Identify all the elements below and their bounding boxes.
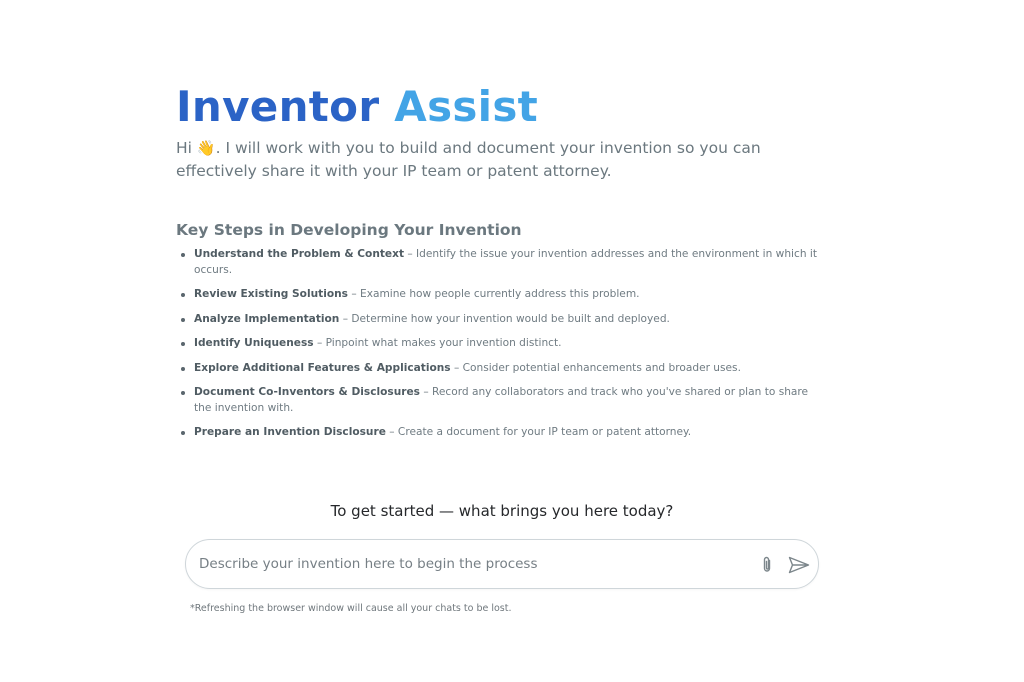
step-title: Understand the Problem & Context — [194, 248, 405, 260]
title-word-assist: Assist — [394, 82, 539, 131]
step-title: Document Co-Inventors & Disclosures — [194, 386, 420, 398]
page-title — [176, 82, 538, 132]
list-item — [178, 336, 828, 352]
intro-body: . I will work with you to build and document your invention so you can effectively share it with your IP team or patent attorney. — [176, 139, 761, 180]
step-desc: – Examine how people currently address this problem. — [347, 288, 640, 300]
step-desc: – Determine how your invention would be built and deployed. — [339, 312, 670, 325]
intro-greeting: Hi — [176, 139, 192, 157]
intro-text — [176, 137, 776, 183]
step-title: Identify Uniqueness — [194, 337, 314, 349]
refresh-warning-note: *Refreshing the browser window will cause all your chats to be lost. — [190, 603, 512, 614]
send-button[interactable] — [787, 554, 811, 576]
send-icon — [788, 556, 810, 574]
paperclip-icon — [761, 556, 773, 574]
list-item — [178, 287, 828, 303]
list-item — [178, 385, 828, 416]
invention-description-input[interactable] — [199, 552, 739, 576]
list-item — [178, 425, 828, 441]
steps-heading: Key Steps in Developing Your Invention — [176, 221, 522, 239]
title-word-inventor: Inventor — [176, 82, 380, 131]
step-title: Review Existing Solutions — [194, 288, 348, 300]
step-desc: – Record any collaborators and track who you've shared or plan to share the invention with. — [194, 386, 809, 414]
step-desc: – Consider potential enhancements and broader uses. — [450, 361, 741, 374]
wave-emoji-icon: 👋 — [196, 139, 216, 157]
step-desc: – Create a document for your IP team or patent attorney. — [385, 426, 692, 438]
start-question: To get started — what brings you here today? — [330, 502, 674, 520]
step-desc: – Identify the issue your invention addresses and the environment in which it occurs. — [194, 248, 818, 276]
list-item — [178, 247, 828, 278]
list-item — [178, 312, 828, 328]
list-item — [178, 361, 828, 377]
attach-button[interactable] — [758, 555, 776, 575]
step-desc: – Pinpoint what makes your invention distinct. — [313, 337, 562, 349]
step-title: Prepare an Invention Disclosure — [194, 426, 386, 438]
steps-list — [178, 247, 828, 450]
step-title: Explore Additional Features & Applications — [194, 361, 451, 374]
chat-input-container — [185, 539, 819, 589]
step-title: Analyze Implementation — [194, 312, 340, 325]
